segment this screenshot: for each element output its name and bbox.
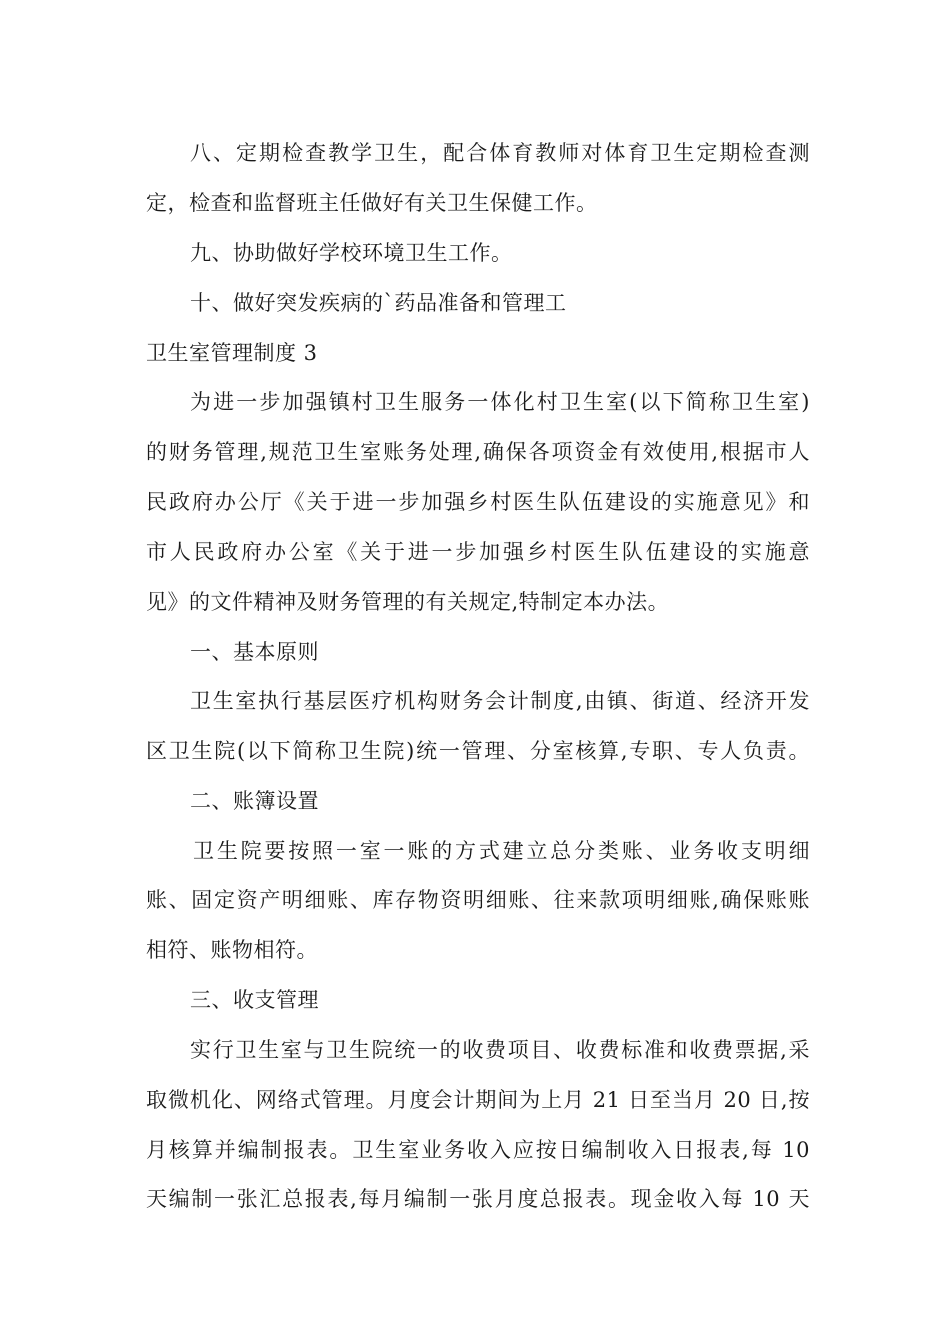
subsection-heading: 三、收支管理 [190, 988, 319, 1012]
paragraph-line: 八、定期检查教学卫生，配合体育教师对体育卫生定期检查测 [190, 141, 810, 165]
paragraph-line: 市人民政府办公室《关于进一步加强乡村医生队伍建设的实施意 [146, 540, 810, 564]
paragraph-line: 为进一步加强镇村卫生服务一体化村卫生室(以下简称卫生室) [190, 390, 810, 414]
paragraph-line: 卫生室执行基层医疗机构财务会计制度,由镇、街道、经济开发 [190, 689, 810, 713]
paragraph-line: 实行卫生室与卫生院统一的收费项目、收费标准和收费票据,采 [190, 1038, 810, 1062]
paragraph-line: 见》的文件精神及财务管理的有关规定,特制定本办法。 [146, 590, 670, 614]
paragraph-line: 天编制一张汇总报表,每月编制一张月度总报表。现金收入每 10 天 [146, 1187, 810, 1211]
section-heading: 卫生室管理制度 3 [146, 341, 318, 365]
paragraph-line: 十、做好突发疾病的`药品准备和管理工 [190, 291, 567, 315]
paragraph-line: 账、固定资产明细账、库存物资明细账、往来款项明细账,确保账账 [146, 888, 810, 912]
paragraph-line: 取微机化、网络式管理。月度会计期间为上月 21 日至当月 20 日,按 [146, 1088, 810, 1112]
paragraph-line: 区卫生院(以下简称卫生院)统一管理、分室核算,专职、专人负责。 [146, 739, 810, 763]
subsection-heading: 一、基本原则 [190, 640, 319, 664]
paragraph-line: 卫生院要按照一室一账的方式建立总分类账、业务收支明细 [193, 839, 810, 863]
paragraph-line: 民政府办公厅《关于进一步加强乡村医生队伍建设的实施意见》和 [146, 490, 810, 514]
paragraph-line: 九、协助做好学校环境卫生工作。 [190, 241, 513, 265]
paragraph-line: 的财务管理,规范卫生室账务处理,确保各项资金有效使用,根据市人 [146, 440, 810, 464]
paragraph-line: 相符、账物相符。 [146, 938, 318, 962]
paragraph-line: 月核算并编制报表。卫生室业务收入应按日编制收入日报表,每 10 [146, 1138, 810, 1162]
paragraph-line: 定，检查和监督班主任做好有关卫生保健工作。 [146, 191, 598, 215]
subsection-heading: 二、账簿设置 [190, 789, 319, 813]
